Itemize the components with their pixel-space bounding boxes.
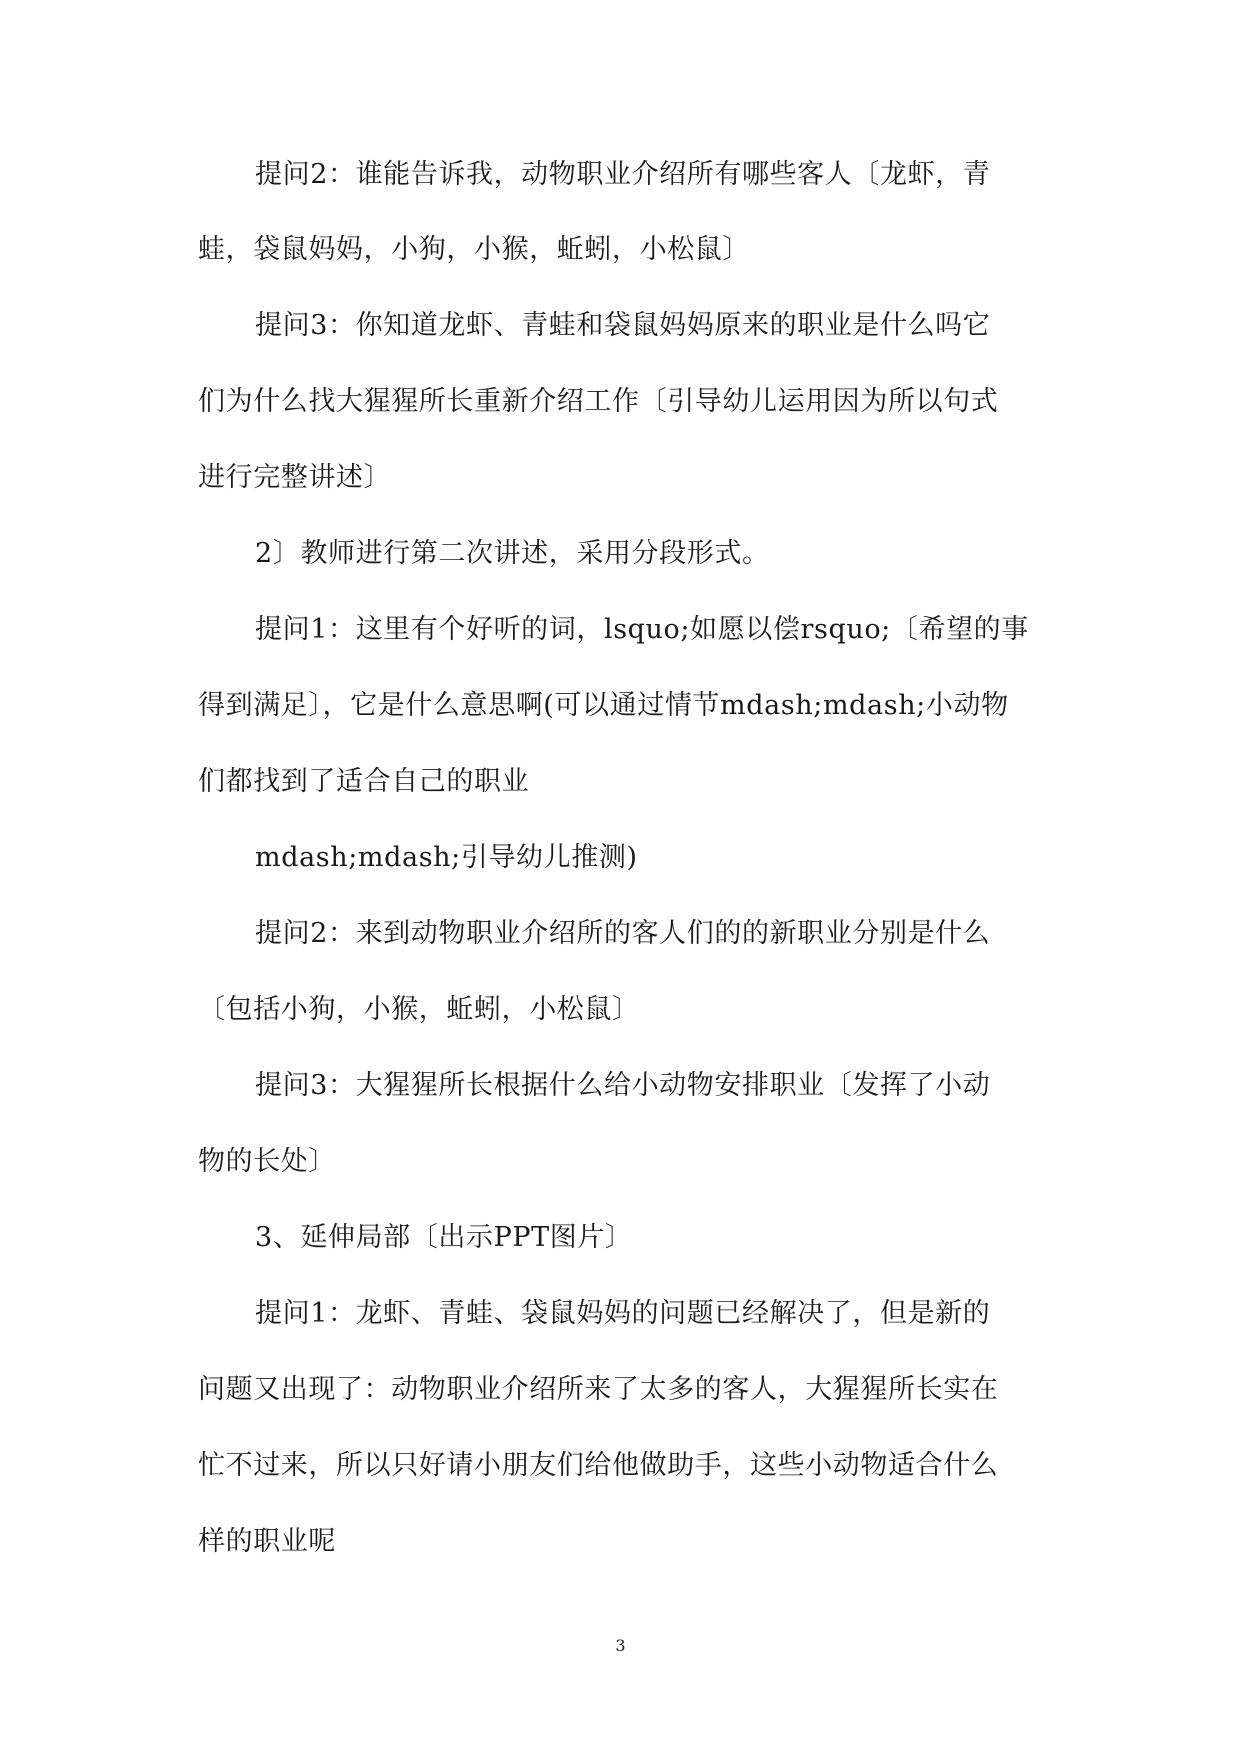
paragraph-line: 物的长处〕 xyxy=(198,1146,336,1177)
paragraph-line: 们都找到了适合自己的职业 xyxy=(198,766,530,797)
paragraph-line: 〔包括小狗，小猴，蚯蚓，小松鼠〕 xyxy=(198,994,640,1025)
paragraph-line: 样的职业呢 xyxy=(198,1526,336,1557)
paragraph-line: 问题又出现了：动物职业介绍所来了太多的客人，大猩猩所长实在 xyxy=(198,1374,999,1405)
paragraph-line: 蛙，袋鼠妈妈，小狗，小猴，蚯蚓，小松鼠〕 xyxy=(198,234,750,265)
paragraph-line: 进行完整讲述〕 xyxy=(198,462,392,493)
paragraph-line: 们为什么找大猩猩所长重新介绍工作〔引导幼儿运用因为所以句式 xyxy=(198,386,999,417)
paragraph-line: 提问2：谁能告诉我，动物职业介绍所有哪些客人〔龙虾，青 xyxy=(255,159,991,190)
paragraph-line: 3、延伸局部〔出示PPT图片〕 xyxy=(255,1222,633,1253)
paragraph-line: 2〕教师进行第二次讲述，采用分段形式。 xyxy=(255,538,770,569)
paragraph-line: 忙不过来，所以只好请小朋友们给他做助手，这些小动物适合什么 xyxy=(198,1450,999,1481)
paragraph-line: 提问3：大猩猩所长根据什么给小动物安排职业〔发挥了小动 xyxy=(255,1070,991,1101)
paragraph-line: mdash;mdash;引导幼儿推测) xyxy=(255,842,638,873)
paragraph-line: 提问1：龙虾、青蛙、袋鼠妈妈的问题已经解决了，但是新的 xyxy=(255,1298,991,1329)
paragraph-line: 提问2：来到动物职业介绍所的客人们的的新职业分别是什么 xyxy=(255,918,991,949)
paragraph-line: 提问1：这里有个好听的词，lsquo;如愿以偿rsquo;〔希望的事 xyxy=(255,614,1029,645)
paragraph-line: 得到满足〕，它是什么意思啊(可以通过情节mdash;mdash;小动物 xyxy=(198,690,1009,721)
page-number: 3 xyxy=(615,1636,626,1655)
paragraph-line: 提问3：你知道龙虾、青蛙和袋鼠妈妈原来的职业是什么吗它 xyxy=(255,310,991,341)
